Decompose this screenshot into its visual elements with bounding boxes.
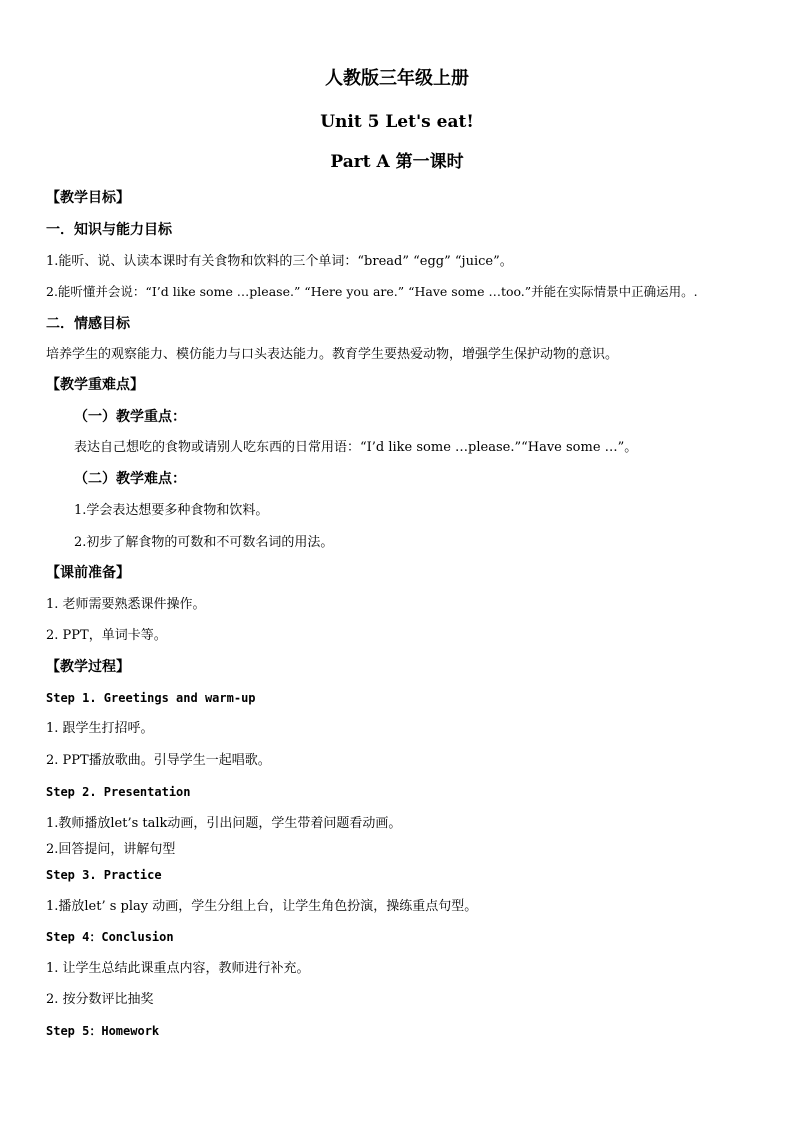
difficulty-heading: （二）教学难点： [74, 471, 186, 487]
focus-text: 表达自己想吃的食物或请别人吃东西的日常用语：“I’d like some …please.”“Have some …”。 [74, 440, 638, 455]
key-points-heading: 【教学重难点】 [46, 377, 144, 393]
knowledge-heading: 一．知识与能力目标 [46, 222, 172, 238]
preparation-item-2: 2. PPT，单词卡等。 [46, 628, 167, 643]
step-3-item-1: 1.播放let’ s play 动画，学生分组上台，让学生角色扮演，操练重点句型。 [46, 899, 478, 914]
step-2-item-1: 1.教师播放let’s talk动画，引出问题，学生带着问题看动画。 [46, 816, 402, 831]
difficulty-item-1: 1.学会表达想要多种食物和饮料。 [74, 503, 269, 518]
knowledge-item-2: 2.能听懂并会说：“I’d like some …please.” “Here you are.” “Have some …too.”并能在实际情景中正确运用。. [46, 284, 698, 299]
step-1-item-1: 1. 跟学生打招呼。 [46, 721, 154, 736]
step-4-item-2: 2. 按分数评比抽奖 [46, 992, 154, 1007]
objectives-heading: 【教学目标】 [46, 190, 130, 206]
step-3-title: Step 3. Practice [46, 868, 162, 882]
step-2-title: Step 2. Presentation [46, 785, 191, 799]
process-heading: 【教学过程】 [46, 659, 130, 675]
step-5-title: Step 5：Homework [46, 1024, 160, 1038]
part-title: Part A 第一课时 [330, 152, 464, 172]
difficulty-item-2: 2.初步了解食物的可数和不可数名词的用法。 [74, 535, 334, 550]
preparation-item-1: 1. 老师需要熟悉课件操作。 [46, 597, 206, 612]
step-4-title: Step 4：Conclusion [46, 930, 174, 944]
step-2-item-2: 2.回答提问，讲解句型 [46, 842, 176, 857]
unit-title: Unit 5 Let's eat! [320, 112, 474, 132]
step-1-item-2: 2. PPT播放歌曲。引导学生一起唱歌。 [46, 753, 271, 768]
preparation-heading: 【课前准备】 [46, 565, 130, 581]
emotion-text: 培养学生的观察能力、模仿能力与口头表达能力。教育学生要热爱动物，增强学生保护动物的意识。 [46, 347, 619, 362]
step-4-item-1: 1. 让学生总结此课重点内容，教师进行补充。 [46, 961, 310, 976]
emotion-heading: 二．情感目标 [46, 316, 130, 332]
page-title: 人教版三年级上册 [325, 68, 469, 89]
step-1-title: Step 1. Greetings and warm-up [46, 691, 256, 705]
focus-heading: （一）教学重点： [74, 409, 186, 425]
knowledge-item-1: 1.能听、说、认读本课时有关食物和饮料的三个单词：“bread” “egg” “juice”。 [46, 254, 513, 269]
